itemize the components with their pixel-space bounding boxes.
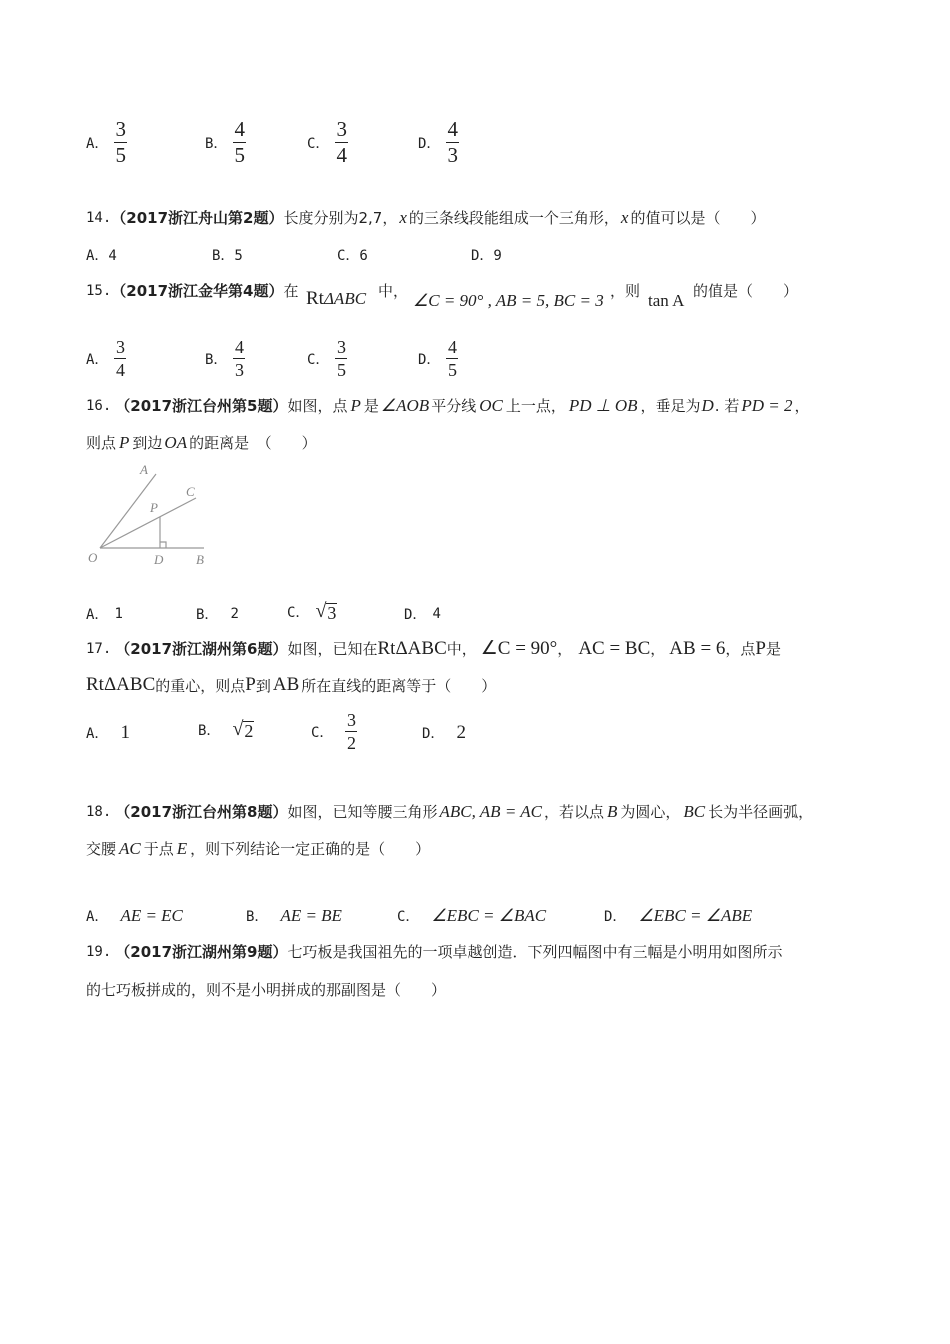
q13-option-b: [205, 118, 246, 167]
option-value: 1: [120, 722, 130, 743]
option-value: AE = BE: [280, 906, 342, 925]
stem-text: ，: [794, 397, 810, 415]
option-label: D．: [422, 726, 445, 742]
q15-option-d: [418, 337, 458, 380]
q13-option-c: [307, 118, 348, 167]
math-expression: tan A: [648, 291, 685, 310]
q15-option-a: [86, 337, 126, 380]
question-source: （2017浙江台州第8题）: [115, 803, 288, 821]
sqrt-expression: √ 3: [315, 600, 337, 623]
math-var: AB: [272, 674, 300, 695]
math-var: BC: [683, 801, 706, 821]
fraction: $\frac{3}{4}$: [336, 117, 347, 167]
stem-text: 七巧板是我国祖先的一项卓越创造．下列四幅图中有三幅是小明用如图所示: [287, 943, 783, 961]
option-label: D．: [604, 909, 627, 925]
math-var: B: [606, 801, 618, 821]
q14-option-c: C．6: [337, 248, 368, 264]
math-expression: PD ⊥ OB: [568, 395, 638, 415]
fraction: $\frac{4}{3}$: [447, 117, 458, 167]
stem-text: 长为半径画弧，: [708, 803, 814, 821]
stem-text: 的三条线段能组成一个三角形，: [408, 209, 619, 227]
question-source: （2017浙江金华第4题）: [111, 282, 284, 300]
math-var: P: [755, 637, 766, 659]
stem-text: ，: [650, 640, 666, 658]
stem-text: ，则: [610, 282, 641, 300]
question-number: 19.: [86, 943, 112, 960]
option-label: C．: [307, 135, 330, 152]
fig-label-o: O: [88, 550, 98, 565]
math-var: OA: [164, 432, 188, 452]
math-expression: ABC, AB = AC: [439, 801, 542, 821]
math-var: OC: [479, 395, 503, 415]
question-source: （2017浙江湖州第6题）: [115, 640, 288, 658]
option-label: B．: [198, 722, 221, 739]
stem-text: 如图，已知在: [287, 640, 378, 658]
option-label: A．: [86, 351, 109, 368]
option-label: B．: [196, 607, 219, 623]
q19-stem-line1: [86, 941, 783, 962]
math-var: E: [176, 838, 188, 858]
stem-text: ，: [557, 640, 573, 658]
q16-geometry-figure: [84, 460, 224, 572]
math-condition: ∠C = 90°: [480, 638, 558, 659]
q19-stem-line2: 的七巧板拼成的，则不是小明拼成的那副图是（ ）: [86, 981, 447, 999]
stem-text: 长度分别为2,7，: [283, 209, 398, 227]
question-number: 16.: [86, 397, 112, 414]
stem-text: 中，: [378, 282, 409, 300]
math-var: AC: [119, 838, 141, 858]
math-var: x: [620, 207, 629, 227]
fig-label-p: P: [150, 500, 158, 515]
math-expression: PD = 2: [741, 395, 793, 415]
fraction: $\frac{3}{4}$: [115, 337, 125, 380]
q17-stem-line1: [86, 637, 781, 660]
option-label: C．: [307, 351, 330, 368]
stem-text: 于点: [143, 840, 174, 858]
q17-stem-line2: [86, 674, 496, 696]
stem-text: 到: [255, 676, 271, 695]
q16-option-a: [86, 604, 123, 624]
q14-option-b: B．5: [212, 248, 243, 264]
q15-stem: [86, 280, 299, 301]
fraction: $\frac{3}{5}$: [115, 117, 126, 167]
question-number: 17.: [86, 640, 112, 657]
option-value: AE = EC: [120, 906, 183, 925]
option-label: B．: [205, 351, 228, 368]
math-triangle: RtΔABC: [377, 637, 447, 659]
math-var: P: [119, 432, 130, 452]
stem-text: 中，: [446, 640, 477, 658]
q17-option-c: [311, 710, 357, 753]
stem-text: 是: [363, 397, 379, 415]
math-var: D: [701, 395, 714, 415]
stem-text: 的值可以是（ ）: [630, 209, 766, 227]
option-value: ∠EBC = ∠BAC: [431, 906, 547, 925]
math-condition: ∠C = 90° , AB = 5, BC = 3: [413, 291, 604, 310]
q16-option-c: [287, 600, 337, 623]
option-label: A．: [86, 726, 109, 742]
q17-option-b: [198, 718, 254, 741]
right-angle-mark: [160, 542, 166, 548]
math-var: P: [350, 395, 361, 415]
stem-text: 交腰: [86, 840, 117, 858]
ray-oc: [100, 498, 196, 548]
ray-oa: [100, 474, 156, 548]
option-value: 2: [230, 606, 239, 622]
option-value: 2: [456, 722, 466, 743]
stem-text: ，则下列结论一定正确的是（ ）: [190, 840, 431, 858]
stem-text: 所在直线的距离等于（ ）: [301, 676, 497, 695]
fig-label-c: C: [186, 484, 195, 499]
q15-option-b: [205, 337, 245, 380]
option-value: 4: [432, 606, 441, 622]
q18-option-d: [604, 906, 752, 926]
stem-text: 的值是（ ）: [693, 282, 799, 300]
fig-label-d: D: [154, 552, 164, 567]
q17-option-a: [86, 722, 130, 744]
option-value: ∠EBC = ∠ABE: [638, 906, 753, 925]
q18-option-b: [246, 906, 342, 926]
stem-text: 的距离是 （ ）: [189, 434, 317, 452]
q18-option-c: [397, 906, 546, 926]
math-condition: AB = 6: [669, 637, 726, 659]
question-source: （2017浙江舟山第2题）: [111, 209, 284, 227]
q16-option-b: [196, 604, 239, 624]
stem-text: 如图，点: [287, 397, 348, 415]
fig-label-a: A: [140, 462, 148, 477]
stem-text: 到边: [132, 434, 163, 452]
stem-text: 在: [283, 282, 299, 300]
q16-option-d: [404, 604, 441, 624]
stem-text: ，点: [725, 640, 756, 658]
math-condition: AC = BC: [578, 637, 651, 659]
option-label: B．: [246, 909, 269, 925]
q16-stem-line1: [86, 395, 810, 416]
stem-text: ，若以点: [543, 803, 604, 821]
stem-text: . 若: [714, 397, 740, 415]
q18-stem-line1: [86, 801, 813, 822]
sqrt-expression: √ 2: [232, 718, 254, 741]
q14-stem: [86, 207, 765, 228]
question-number: 14.: [86, 209, 112, 226]
q15-math-triangle: [306, 288, 366, 310]
fraction: $\frac{4}{5}$: [447, 337, 457, 380]
stem-text: 的重心，则点: [155, 676, 246, 695]
fraction: $\frac{4}{3}$: [234, 337, 244, 380]
option-value: 1: [114, 606, 123, 622]
q15-option-c: [307, 337, 347, 380]
stem-text: 平分线: [431, 397, 477, 415]
option-label: C．: [311, 724, 334, 741]
option-label: A．: [86, 909, 109, 925]
stem-text: 为圆心，: [620, 803, 681, 821]
option-label: D．: [418, 135, 441, 152]
fraction: $\frac{3}{2}$: [346, 710, 356, 753]
math-triangle: ΔABC: [323, 289, 367, 308]
q13-option-a: [86, 118, 127, 167]
fig-label-b: B: [196, 552, 204, 567]
option-label: D．: [404, 607, 427, 623]
question-number: 15.: [86, 282, 112, 299]
option-label: A．: [86, 607, 109, 623]
q13-option-d: [418, 118, 459, 167]
q18-option-a: [86, 906, 183, 926]
q14-option-a: A．4: [86, 248, 117, 264]
stem-text: 则点: [86, 434, 117, 452]
option-label: C．: [287, 604, 310, 621]
math-triangle: RtΔABC: [86, 674, 156, 695]
math-rt: Rt: [306, 288, 324, 309]
question-source: （2017浙江台州第5题）: [115, 397, 288, 415]
q14-option-d: D．9: [471, 248, 502, 264]
fraction: $\frac{3}{5}$: [336, 337, 346, 380]
q17-option-d: [422, 722, 466, 744]
option-label: C．: [397, 909, 420, 925]
q16-stem-line2: [86, 432, 317, 453]
question-number: 18.: [86, 803, 112, 820]
option-label: A．: [86, 135, 109, 152]
math-var: P: [245, 674, 256, 695]
question-source: （2017浙江湖州第9题）: [115, 943, 288, 961]
q18-stem-line2: [86, 838, 430, 859]
stem-text: 如图，已知等腰三角形: [287, 803, 438, 821]
option-label: B．: [205, 135, 228, 152]
math-var: x: [399, 207, 407, 227]
option-label: D．: [418, 351, 441, 368]
math-angle: ∠AOB: [380, 395, 430, 415]
stem-text: 上一点，: [505, 397, 566, 415]
fraction: $\frac{4}{5}$: [234, 117, 245, 167]
stem-text: 是: [766, 640, 782, 658]
stem-text: ，垂足为: [640, 397, 701, 415]
